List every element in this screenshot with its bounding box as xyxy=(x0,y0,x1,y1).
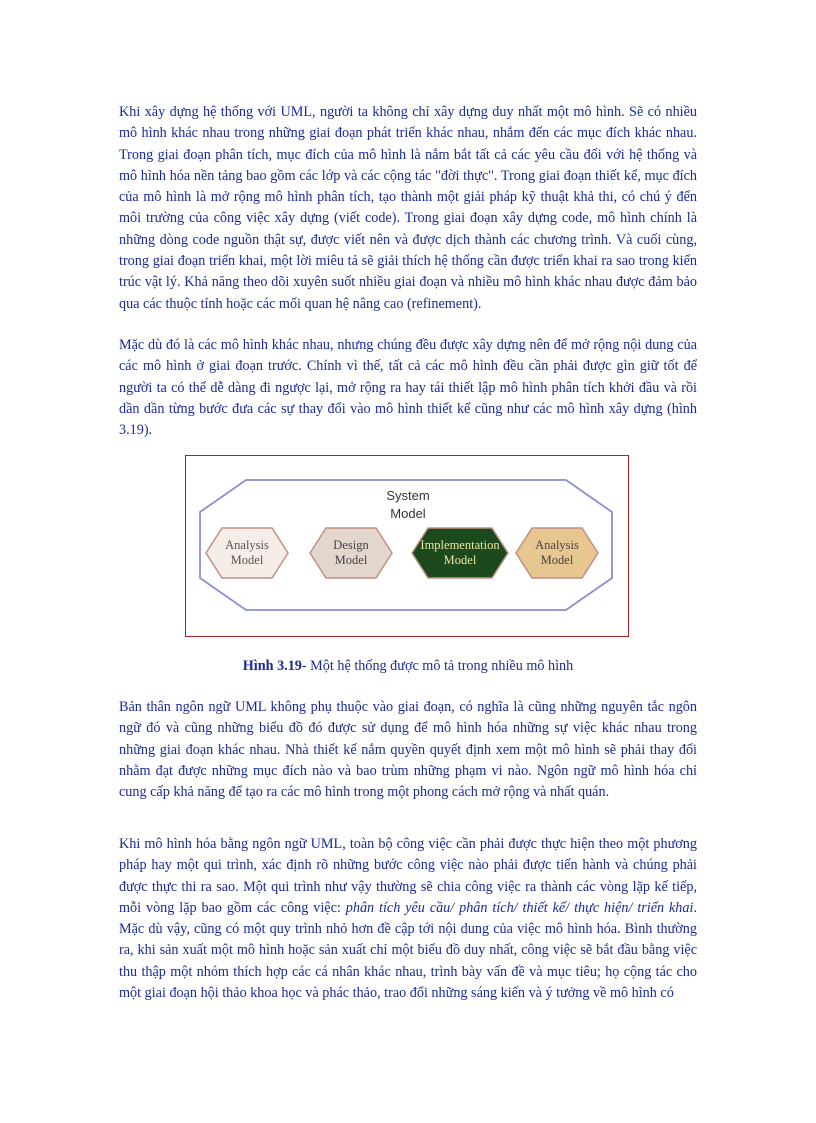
model-hexagon-3 xyxy=(412,528,508,578)
model-hexagon-2 xyxy=(310,528,392,578)
model-label-line2: Model xyxy=(230,553,264,567)
caption-label: Hình 3.19 xyxy=(242,658,302,674)
paragraph-4-after: . Mặc dù vậy, cũng có một quy trình nhỏ hơn đề cập tới nội dung của việc mô hình hóa. Bình thường ra, khi sản xuất một mô hình hoặc sản xuất chỉ một biểu đồ duy nhất, công việc sẽ bắt đầu bằng việc thu thập một nhóm thích hợp các cá nhân khác nhau, trình bày vấn đề và mục tiêu; họ cộng tác cho một giai đoạn hội thảo khoa học và phác thảo, trao đổi những sáng kiến và ý tưởng về mô hình có xyxy=(119,899,697,1002)
caption-text: - Một hệ thống được mô tả trong nhiều mô hình xyxy=(301,658,574,674)
model-hexagon-1 xyxy=(206,528,288,578)
paragraph-4 xyxy=(119,834,697,1004)
model-label-line2: Model xyxy=(334,553,368,567)
model-hexagon-4 xyxy=(516,528,598,578)
model-label-line1: Analysis xyxy=(225,538,269,552)
body-text-final xyxy=(119,834,697,1004)
paragraph-1: Khi xây dựng hệ thống với UML, người ta không chỉ xây dựng duy nhất một mô hình. Sẽ có nhiều mô hình khác nhau trong những giai đoạn phát triển khác nhau, nhắm đến các mục đích khác nhau. Trong giai đoạn phân tích, mục đích của mô hình là nắm bắt tất cả các yêu cầu đối với hệ thống và mô hình hóa nền tảng bao gồm các lớp và các cộng tác "đời thực". Trong giai đoạn thiết kế, mục đích của mô hình là mở rộng mô hình phân tích, tạo thành một giải pháp kỹ thuật khả thi, có chú ý đến môi trường của công việc xây dựng (viết code). Trong giai đoạn xây dựng code, mô hình chính là những dòng code nguồn thật sự, được viết nên và được dịch thành các chương trình. Và cuối cùng, trong giai đoạn triển khai, một lời miêu tả sẽ giải thích hệ thống cần được triển khai ra sao trong kiến trúc vật lý. Khả năng theo dõi xuyên suốt nhiều giai đoạn và nhiều mô hình khác nhau được đảm bảo qua các thuộc tính hoặc các mối quan hệ nâng cao (refinement). xyxy=(119,104,697,312)
model-label-line2: Model xyxy=(540,553,574,567)
body-text-lower xyxy=(119,697,697,803)
figure-caption xyxy=(119,658,697,675)
body-text xyxy=(119,102,697,441)
model-label-line1: Design xyxy=(333,538,369,552)
model-label-line1: Implementation xyxy=(420,538,500,552)
system-model-diagram xyxy=(186,456,627,635)
paragraph-2: Mặc dù đó là các mô hình khác nhau, nhưng chúng đều được xây dựng nên để mở rộng nội dung của các mô hình ở giai đoạn trước. Chính vì thế, tất cả các mô hình đều cần phải được gìn giữ tốt để người ta có thể dễ dàng đi ngược lại, mở rộng ra hay tái thiết lập mô hình phân tích khởi đầu và rồi dần dần từng bước đưa các sự thay đổi vào mô hình thiết kế cũng như các mô hình xây dựng (hình 3.19). xyxy=(119,336,697,439)
system-label-1: System xyxy=(386,488,430,503)
model-label-line1: Analysis xyxy=(535,538,579,552)
paragraph-4-before: Khi mô hình hóa bằng ngôn ngữ UML, toàn bộ công việc cần phải được thực hiện theo một phương pháp hay một qui trình, xác định rõ những bước công việc nào phải được tiến hành và chúng phải được thực thi ra sao. Một qui trình như vậy thường sẽ chia công việc ra thành các vòng lặp kế tiếp, mỗi vòng lặp bao gồm các công việc: xyxy=(119,836,697,916)
paragraph-4-italic: phân tích yêu cầu/ phân tích/ thiết kế/ thực hiện/ triển khai xyxy=(345,899,694,916)
figure-system-model xyxy=(185,455,629,637)
paragraph-3: Bản thân ngôn ngữ UML không phụ thuộc vào giai đoạn, có nghĩa là cũng những nguyên tắc ngôn ngữ đó và cũng những biểu đồ đó được sử dụng để mô hình hóa những sự việc khác nhau trong những giai đoạn khác nhau. Nhà thiết kế nắm quyền quyết định xem một mô hình sẽ phải thay đổi nhằm đạt được những mục đích nào và bao trùm những phạm vi nào. Ngôn ngữ mô hình hóa chỉ cung cấp khả năng để tạo ra các mô hình trong một phong cách mở rộng và nhất quán. xyxy=(119,699,697,801)
model-label-line2: Model xyxy=(443,553,477,567)
system-label-2: Model xyxy=(390,506,426,521)
